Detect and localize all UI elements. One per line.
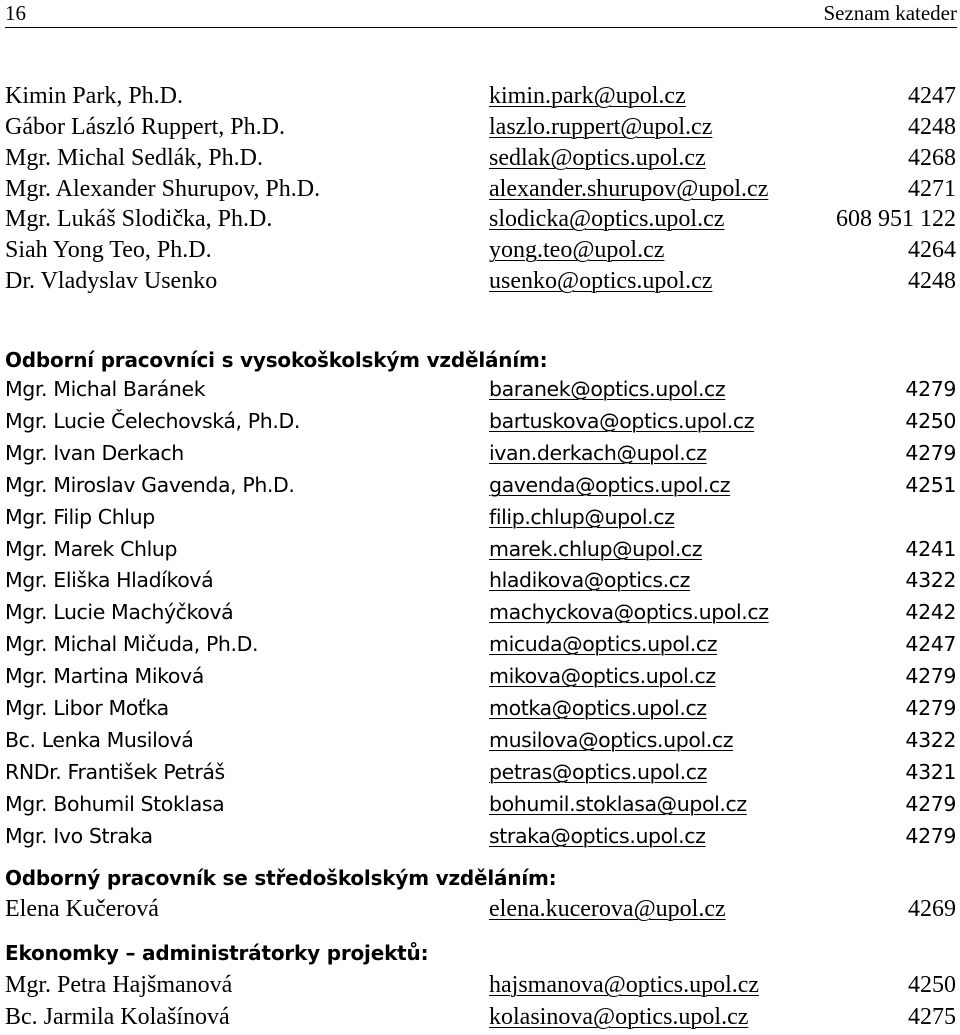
phone-extension: 4247 [908, 83, 956, 109]
phone-extension: 4275 [908, 1004, 956, 1030]
person-name: Mgr. Alexander Shurupov, Ph.D. [5, 176, 321, 202]
phone-extension: 4264 [908, 237, 956, 263]
list-item [5, 565, 956, 595]
phone-extension: 4322 [905, 568, 956, 592]
person-name: Bc. Lenka Musilová [5, 728, 194, 752]
list-item [5, 757, 956, 787]
person-name: Mgr. Eliška Hladíková [5, 568, 214, 592]
person-name: Mgr. Miroslav Gavenda, Ph.D. [5, 473, 295, 497]
phone-extension: 4250 [908, 972, 956, 998]
person-name: Mgr. Ivan Derkach [5, 441, 184, 465]
running-title: Seznam kateder [823, 1, 957, 25]
person-name: Mgr. Lucie Machýčková [5, 600, 234, 624]
phone-extension: 4248 [908, 114, 956, 140]
phone-extension: 4279 [905, 824, 956, 848]
person-name: Mgr. Lucie Čelechovská, Ph.D. [5, 409, 300, 433]
page-header [5, 0, 957, 28]
list-item [5, 629, 956, 659]
person-name: Mgr. Ivo Straka [5, 824, 153, 848]
phone-extension: 4268 [908, 145, 956, 171]
person-name: Mgr. Petra Hajšmanová [5, 972, 233, 998]
email-link[interactable]: laszlo.ruppert@upol.cz [489, 114, 713, 140]
section-heading-university: Odborní pracovníci s vysokoškolským vzděláním: [5, 348, 548, 372]
list-item [5, 112, 956, 142]
person-name: Gábor László Ruppert, Ph.D. [5, 114, 285, 140]
email-link[interactable]: motka@optics.upol.cz [489, 696, 707, 720]
phone-extension: 4271 [908, 176, 956, 202]
section-heading-economists: Ekonomky – administrátorky projektů: [5, 941, 429, 965]
phone-extension: 4248 [908, 268, 956, 294]
phone-extension: 4321 [905, 760, 956, 784]
phone-extension: 4322 [905, 728, 956, 752]
email-link[interactable]: ivan.derkach@upol.cz [489, 441, 707, 465]
person-name: Mgr. Bohumil Stoklasa [5, 792, 225, 816]
list-item [5, 693, 956, 723]
person-name: Mgr. Marek Chlup [5, 537, 178, 561]
phone-extension: 4241 [905, 537, 956, 561]
person-name: Mgr. Michal Mičuda, Ph.D. [5, 632, 259, 656]
phone-extension: 4242 [905, 600, 956, 624]
phone-extension: 4250 [905, 409, 956, 433]
email-link[interactable]: usenko@optics.upol.cz [489, 268, 713, 294]
phone-extension: 4247 [905, 632, 956, 656]
person-name: Mgr. Martina Miková [5, 664, 204, 688]
list-item [5, 266, 956, 296]
email-link[interactable]: gavenda@optics.upol.cz [489, 473, 731, 497]
person-name: Mgr. Filip Chlup [5, 505, 155, 529]
list-item [5, 470, 956, 500]
person-name: Bc. Jarmila Kolašínová [5, 1004, 230, 1030]
phone-extension: 4269 [908, 896, 956, 922]
email-link[interactable]: kimin.park@upol.cz [489, 83, 686, 109]
list-item [5, 894, 956, 924]
list-item [5, 970, 956, 1000]
list-item [5, 1002, 956, 1032]
email-link[interactable]: alexander.shurupov@upol.cz [489, 176, 769, 202]
email-link[interactable]: slodicka@optics.upol.cz [489, 206, 725, 232]
phone-extension: 608 951 122 [836, 206, 956, 232]
list-item [5, 725, 956, 755]
person-name: Mgr. Michal Sedlák, Ph.D. [5, 145, 263, 171]
email-link[interactable]: marek.chlup@upol.cz [489, 537, 703, 561]
person-name: Siah Yong Teo, Ph.D. [5, 237, 212, 263]
list-item [5, 204, 956, 234]
person-name: Elena Kučerová [5, 896, 159, 922]
email-link[interactable]: hajsmanova@optics.upol.cz [489, 972, 760, 998]
list-item [5, 597, 956, 627]
section-heading-secondary: Odborný pracovník se středoškolským vzděláním: [5, 866, 557, 890]
email-link[interactable]: mikova@optics.upol.cz [489, 664, 716, 688]
list-item [5, 534, 956, 564]
email-link[interactable]: straka@optics.upol.cz [489, 824, 706, 848]
list-item [5, 374, 956, 404]
list-item [5, 661, 956, 691]
person-name: Mgr. Michal Baránek [5, 377, 206, 401]
email-link[interactable]: micuda@optics.upol.cz [489, 632, 718, 656]
email-link[interactable]: petras@optics.upol.cz [489, 760, 707, 784]
list-item [5, 502, 956, 532]
person-name: Kimin Park, Ph.D. [5, 83, 184, 109]
email-link[interactable]: hladikova@optics.cz [489, 568, 691, 592]
person-name: RNDr. František Petráš [5, 760, 225, 784]
phone-extension: 4279 [905, 377, 956, 401]
phone-extension: 4279 [905, 696, 956, 720]
list-item [5, 438, 956, 468]
email-link[interactable]: yong.teo@upol.cz [489, 237, 665, 263]
list-item [5, 821, 956, 851]
list-item [5, 406, 956, 436]
person-name: Dr. Vladyslav Usenko [5, 268, 218, 294]
list-item [5, 81, 956, 111]
list-item [5, 789, 956, 819]
person-name: Mgr. Lukáš Slodička, Ph.D. [5, 206, 273, 232]
email-link[interactable]: bohumil.stoklasa@upol.cz [489, 792, 747, 816]
email-link[interactable]: machyckova@optics.upol.cz [489, 600, 769, 624]
page-number: 16 [5, 1, 26, 25]
list-item [5, 235, 956, 265]
email-link[interactable]: baranek@optics.upol.cz [489, 377, 726, 401]
email-link[interactable]: elena.kucerova@upol.cz [489, 896, 726, 922]
person-name: Mgr. Libor Moťka [5, 696, 169, 720]
email-link[interactable]: sedlak@optics.upol.cz [489, 145, 706, 171]
list-item [5, 143, 956, 173]
email-link[interactable]: musilova@optics.upol.cz [489, 728, 734, 752]
list-item [5, 174, 956, 204]
phone-extension: 4279 [905, 664, 956, 688]
phone-extension: 4251 [905, 473, 956, 497]
phone-extension: 4279 [905, 441, 956, 465]
email-link[interactable]: bartuskova@optics.upol.cz [489, 409, 755, 433]
email-link[interactable]: kolasinova@optics.upol.cz [489, 1004, 749, 1030]
phone-extension: 4279 [905, 792, 956, 816]
email-link[interactable]: filip.chlup@upol.cz [489, 505, 675, 529]
